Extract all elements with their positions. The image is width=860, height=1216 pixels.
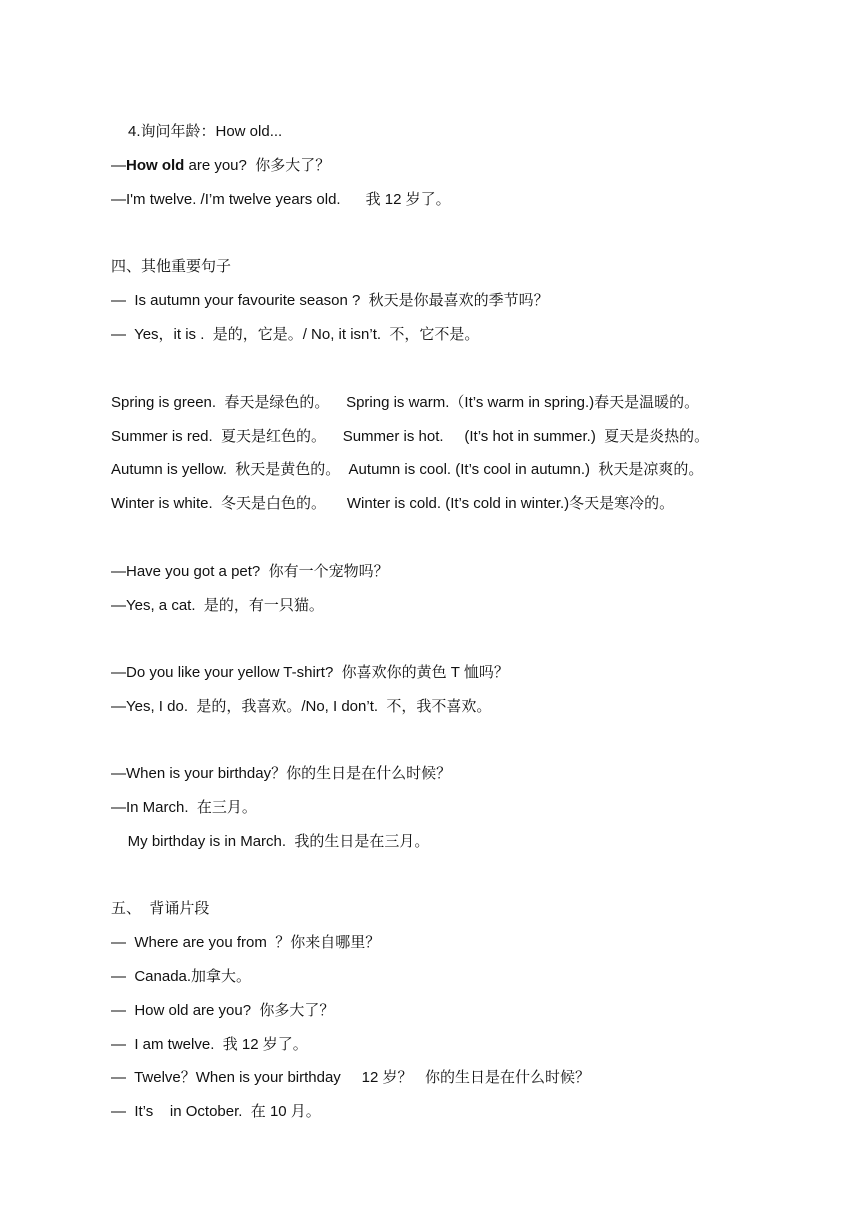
other-sentences-heading: 四、其他重要句子 <box>111 258 232 275</box>
tshirt-question: —Do you like your yellow T-shirt? 你喜欢你的黄色 T 恤吗？ <box>111 664 509 681</box>
how-old-answer: —I'm twelve. /I’m twelve years old. 我 12 岁了。 <box>111 191 451 208</box>
dialog-line: — Yes，it is . 是的，它是。/ No, it isn’t. 不，它不是。 <box>111 326 480 343</box>
pet-question: —Have you got a pet? 你有一个宠物吗？ <box>111 563 389 580</box>
season-line: Summer is red. 夏天是红色的。 Summer is hot. (It’s hot in summer.) 夏天是炎热的。 <box>111 428 710 445</box>
tshirt-answer: —Yes, I do. 是的，我喜欢。/No, I don’t. 不，我不喜欢。 <box>111 698 492 715</box>
question-rest: are you? 你多大了？ <box>184 157 331 174</box>
bold-keyword: How old <box>126 157 185 174</box>
birthday-answer-full: My birthday is in March. 我的生日是在三月。 <box>111 833 430 850</box>
birthday-question: —When is your birthday？你的生日是在什么时候？ <box>111 765 452 782</box>
dialog-line: — Is autumn your favourite season ? 秋天是你最喜欢的季节吗？ <box>111 292 549 309</box>
how-old-question <box>111 156 330 176</box>
pet-answer: —Yes, a cat. 是的，有一只猫。 <box>111 597 324 614</box>
recitation-line: — I am twelve. 我 12 岁了。 <box>111 1036 308 1053</box>
recitation-line: — Canada.加拿大。 <box>111 968 252 985</box>
recitation-line: — Where are you from ？你来自哪里？ <box>111 934 381 951</box>
birthday-answer: —In March. 在三月。 <box>111 799 257 816</box>
recitation-line: — Twelve？When is your birthday 12 岁？ 你的生日是在什么时候？ <box>111 1069 591 1086</box>
recitation-line: — It’s in October. 在 10 月。 <box>111 1103 321 1120</box>
season-line: Spring is green. 春天是绿色的。 Spring is warm.（It’s warm in spring.)春天是温暖的。 <box>111 394 700 411</box>
season-line: Autumn is yellow. 秋天是黄色的。 Autumn is cool. (It’s cool in autumn.) 秋天是凉爽的。 <box>111 461 704 478</box>
section4-heading: 4.询问年龄：How old... <box>128 123 283 140</box>
recitation-line: — How old are you? 你多大了？ <box>111 1002 335 1019</box>
season-line: Winter is white. 冬天是白色的。 Winter is cold. (It’s cold in winter.)冬天是寒冷的。 <box>111 495 675 512</box>
recitation-heading: 五、 背诵片段 <box>111 900 210 917</box>
dash: — <box>111 157 126 174</box>
